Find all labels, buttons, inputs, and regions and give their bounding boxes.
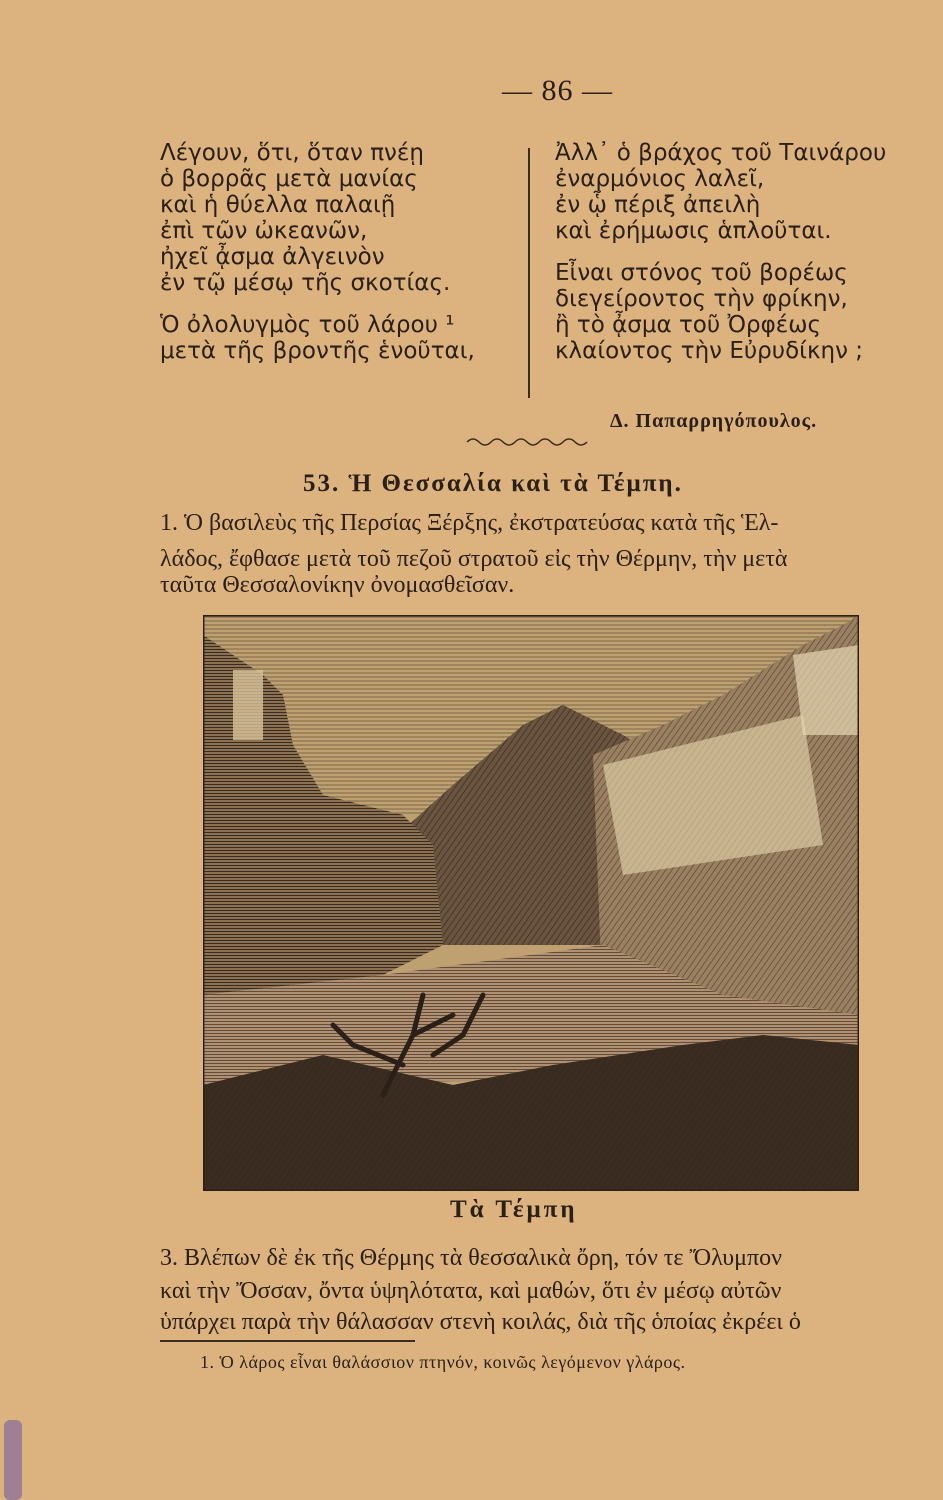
poem-line: ἐπὶ τῶν ὠκεανῶν, bbox=[160, 218, 368, 244]
footnote: 1. Ὁ λάρος εἶναι θαλάσσιον πτηνόν, κοινῶς λεγόμενον γλάρος. bbox=[200, 1352, 686, 1372]
section-title: 53. Ἡ Θεσσαλία καὶ τὰ Τέμπη. bbox=[303, 470, 683, 497]
ink-stain bbox=[4, 1420, 22, 1500]
poem-line: Εἶναι στόνος τοῦ βορέως bbox=[555, 260, 848, 286]
poem-author: Δ. Παπαρρηγόπουλος. bbox=[610, 410, 818, 432]
poem-line: Ὁ ὀλολυγμὸς τοῦ λάρου ¹ bbox=[160, 312, 455, 338]
paragraph-line: 3. Βλέπων δὲ ἐκ τῆς Θέρμης τὰ θεσσαλικὰ ὄρη, τόν τε Ὄλυμπον bbox=[160, 1245, 782, 1271]
poem-line: καὶ ἡ θύελλα παλαιῇ bbox=[160, 192, 396, 218]
paragraph-line: λάδος, ἔφθασε μετὰ τοῦ πεζοῦ στρατοῦ εἰς τὴν Θέρμην, τὴν μετὰ bbox=[160, 546, 788, 572]
ornament-divider bbox=[465, 434, 595, 448]
poem-line: Λέγουν, ὅτι, ὅταν πνέῃ bbox=[160, 140, 424, 166]
paragraph-line: ταῦτα Θεσσαλονίκην ὀνομασθεῖσαν. bbox=[160, 572, 515, 598]
poem-line: ἐν τῷ μέσῳ τῆς σκοτίας. bbox=[160, 270, 451, 296]
poem-left-column bbox=[160, 140, 520, 364]
poem-right-column bbox=[555, 140, 925, 364]
paragraph-line: 1. Ὁ βασιλεὺς τῆς Περσίας Ξέρξης, ἐκστρατεύσας κατὰ τῆς Ἑλ- bbox=[160, 510, 779, 536]
column-divider bbox=[528, 148, 530, 398]
poem-line: ὁ βορρᾶς μετὰ μανίας bbox=[160, 166, 418, 192]
poem-line: μετὰ τῆς βροντῆς ἑνοῦται, bbox=[160, 338, 475, 364]
poem-line: καὶ ἐρήμωσις ἁπλοῦται. bbox=[555, 218, 832, 244]
paragraph-line: καὶ τὴν Ὄσσαν, ὄντα ὑψηλότατα, καὶ μαθών, ὅτι ἐν μέσῳ αὐτῶν bbox=[160, 1278, 782, 1304]
poem-line: ἠχεῖ ᾆσμα ἀλγεινὸν bbox=[160, 244, 385, 270]
paragraph-line: ὑπάρχει παρὰ τὴν θάλασσαν στενὴ κοιλάς, διὰ τῆς ὁποίας ἐκρέει ὁ bbox=[160, 1309, 801, 1335]
footnote-rule bbox=[160, 1340, 415, 1342]
poem-line: ἢ τὸ ᾆσμα τοῦ Ὀρφέως bbox=[555, 312, 821, 338]
tempe-valley-engraving bbox=[203, 615, 859, 1191]
page-number: — 86 — bbox=[502, 74, 613, 107]
poem-line: ἐναρμόνιος λαλεῖ, bbox=[555, 166, 765, 192]
poem-line: διεγείροντος τὴν φρίκην, bbox=[555, 286, 848, 312]
poem-line: ἐν ᾧ πέριξ ἀπειλὴ bbox=[555, 192, 761, 218]
poem-line: κλαίοντος τὴν Εὐρυδίκην ; bbox=[555, 338, 863, 364]
figure-caption: Τὰ Τέμπη bbox=[450, 1196, 578, 1223]
poem-line: Ἀλλ᾽ ὁ βράχος τοῦ Ταινάρου bbox=[555, 140, 887, 166]
